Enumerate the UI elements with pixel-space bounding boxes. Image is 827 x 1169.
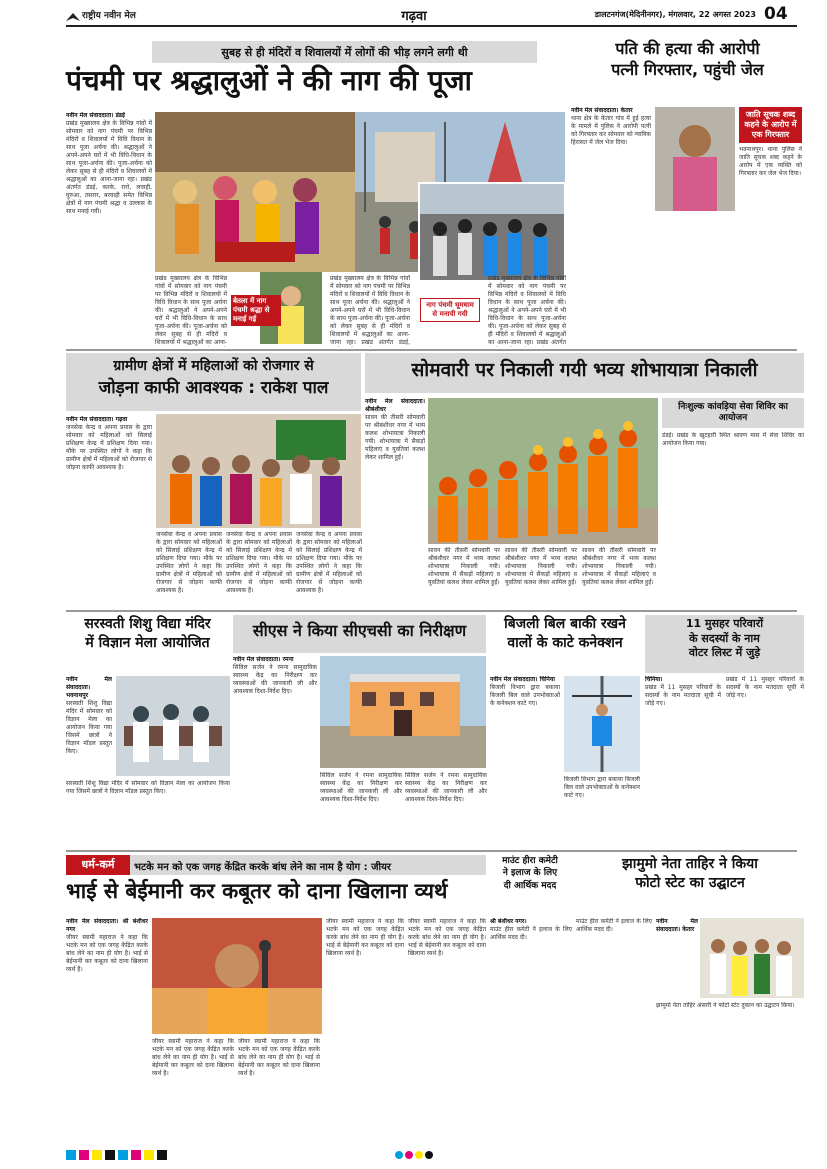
s3-col2: जनसेवा केन्द्र व अपना प्रयास के द्वारा सोमवार को महिलाओं को सिलाई प्रशिक्षण केन्द्र में प्रशिक्षण दिया गया। मौके पर उपस्थित लोगों ने कहा कि ग्रामीण क्षेत्रों में महिलाओं को रोजगार से जोड़ना काफी आवश्यक है। xyxy=(156,531,222,594)
s8-headline-box xyxy=(645,615,804,673)
s6-body: सिविल सर्जन ने रमना सामुदायिक स्वास्थ्य केंद्र का निरीक्षण कर व्यवस्थाओं की जानकारी ली और आवश्यक दिशा-निर्देश दिए। xyxy=(233,664,317,695)
s10-col1 xyxy=(490,918,572,1144)
page-number: 04 xyxy=(764,4,788,24)
s4-col2: सावन की तीसरी सोमवारी पर श्रीबंशीधर नगर में भव्य कलश शोभायात्रा निकाली गयी। शोभायात्रा में सैकड़ों महिलाएं व युवतियां कलश लेकर शामिल हुईं। xyxy=(428,547,500,586)
s2-dateline: नवीन मेल संवाददाता। केतार xyxy=(571,107,633,114)
s2-headline-1: पति की हत्या की आरोपी xyxy=(615,39,760,58)
s10-headline-2: ने इलाज के लिए xyxy=(502,868,558,879)
s2-side-box xyxy=(739,107,802,347)
s3-col1 xyxy=(66,416,152,606)
s2-photo xyxy=(655,107,735,211)
s7-col2: बिजली विभाग द्वारा बकाया बिजली बिल वाले उपभोक्ताओं के कनेक्शन काटे गए। xyxy=(564,776,640,799)
s11-dateline: नवीन मेल संवाददाता। केतार xyxy=(656,918,698,933)
s9-col4: जीयर स्वामी महाराज ने कहा कि भटके मन को एक जगह केंद्रित करके बांध लेने का नाम ही योग है। भाई से बेईमानी कर कबूतर को दाना खिलाना व्यर्थ है। xyxy=(326,918,404,957)
brand-logo-icon xyxy=(66,8,80,18)
s5-col2: सरस्वती शिशु विद्या मंदिर में सोमवार को विज्ञान मेला का आयोजन किया गया जिसमें छात्रों ने विज्ञान मॉडल प्रस्तुत किए। xyxy=(66,780,230,795)
s5-headline-box xyxy=(66,615,229,669)
s5-body: सरस्वती शिशु विद्या मंदिर में सोमवार को विज्ञान मेला का आयोजन किया गया जिसमें छात्रों ने विज्ञान मॉडल प्रस्तुत किए। xyxy=(66,700,112,755)
s4-col4: सावन की तीसरी सोमवारी पर श्रीबंशीधर नगर में भव्य कलश शोभायात्रा निकाली गयी। शोभायात्रा में सैकड़ों महिलाएं व युवतियां कलश लेकर शामिल हुईं। xyxy=(582,547,656,586)
s7-headline-2: वालों के काटे कनेक्शन xyxy=(507,634,623,651)
s10-headline-box xyxy=(490,855,570,913)
s1-col1 xyxy=(66,112,152,348)
s9-col5: जीयर स्वामी महाराज ने कहा कि भटके मन को एक जगह केंद्रित करके बांध लेने का नाम ही योग है। भाई से बेईमानी कर कबूतर को दाना खिलाना व्यर्थ है। xyxy=(408,918,486,957)
s9-dateline: नवीन मेल संवाददाता। श्री बंशीधर नगर xyxy=(66,918,148,933)
s8-body: प्रखंड में 11 मुसहर परिवारों के सदस्यों के नाम मतदाता सूची में जोड़े गए। xyxy=(645,684,721,707)
s11-photo xyxy=(700,918,804,998)
s1-photo-3 xyxy=(418,182,566,282)
s9-tag: धर्म-कर्म xyxy=(66,855,130,875)
s3-col3: जनसेवा केन्द्र व अपना प्रयास के द्वारा सोमवार को महिलाओं को सिलाई प्रशिक्षण केन्द्र में प्रशिक्षण दिया गया। मौके पर उपस्थित लोगों ने कहा कि ग्रामीण क्षेत्रों में महिलाओं को रोजगार से जोड़ना काफी आवश्यक है। xyxy=(226,531,292,594)
registration-mark-icon xyxy=(415,1151,423,1159)
s10-dateline: श्री बंशीधर नगर। xyxy=(490,918,527,925)
s8-col1 xyxy=(645,676,721,846)
s5-headline-1: सरस्वती शिशु विद्या मंदिर xyxy=(84,616,211,632)
s3-body: जनसेवा केन्द्र व अपना प्रयास के द्वारा सोमवार को महिलाओं को सिलाई प्रशिक्षण केन्द्र में प्रशिक्षण दिया गया। मौके पर उपस्थित लोगों ने कहा कि ग्रामीण क्षेत्रों में महिलाओं को रोजगार से जोड़ना काफी आवश्यक है। xyxy=(66,424,152,471)
s7-dateline: नवीन मेल संवाददाता। चिनिया xyxy=(490,676,555,683)
s2-side-title: जाति सूचक शब्द कहने के आरोप में एक गिरफ्तार xyxy=(739,107,802,143)
s4-headline-box xyxy=(365,353,804,393)
s2-headline-2: पत्नी गिरफ्तार, पहुंची जेल xyxy=(611,59,764,79)
s2-body: थाना क्षेत्र के केतार गांव में हुई हत्या के मामले में पुलिस ने आरोपी पत्नी को गिरफ्तार कर सोमवार को न्यायिक हिरासत में जेल भेज दिया। xyxy=(571,115,651,146)
s1-kicker: सुबह से ही मंदिरों व शिवालयों में लोगों की भीड़ लगने लगी थी xyxy=(221,46,468,59)
s7-headline-1: बिजली बिल बाकी रखने xyxy=(504,616,626,632)
s5-photo xyxy=(116,676,230,776)
s8-dateline: चिनिया। xyxy=(645,676,663,683)
s3-headline-1: ग्रामीण क्षेत्रों में महिलाओं को रोजगार से xyxy=(113,358,314,374)
s3-headline-box xyxy=(66,353,361,411)
s4-headline: सोमवारी पर निकाली गयी भव्य शोभायात्रा निकाली xyxy=(411,359,758,381)
s6-col3: सिविल सर्जन ने रमना सामुदायिक स्वास्थ्य केंद्र का निरीक्षण कर व्यवस्थाओं की जानकारी ली और आवश्यक दिशा-निर्देश दिए। xyxy=(405,772,487,803)
s1-col4: प्रखंड मुख्यालय क्षेत्र के विभिन्न गांवों में सोमवार को नाग पंचमी पर विभिन्न मंदिरों व शिवालयों में विधि विधान के साथ पूजा अर्चना की। श्रद्धालुओं ने अपने-अपने घरों में भी विधि-विधान के साथ पूजा-अर्चना की। पूजा-अर्चना को लेकर सुबह से ही मंदिरों व शिवालयों में श्रद्धालुओं का आना-जाना रहा। प्रखंड अंतर्गत डंडई, xyxy=(330,275,410,346)
s3-col4: जनसेवा केन्द्र व अपना प्रयास के द्वारा सोमवार को महिलाओं को सिलाई प्रशिक्षण केन्द्र में प्रशिक्षण दिया गया। मौके पर उपस्थित लोगों ने कहा कि ग्रामीण क्षेत्रों में महिलाओं को रोजगार से जोड़ना काफी आवश्यक है। xyxy=(296,531,362,594)
s4-col1 xyxy=(365,398,425,544)
s6-col2: सिविल सर्जन ने रमना सामुदायिक स्वास्थ्य केंद्र का निरीक्षण कर व्यवस्थाओं की जानकारी ली और आवश्यक दिशा-निर्देश दिए। xyxy=(320,772,402,803)
s4-col3: सावन की तीसरी सोमवारी पर श्रीबंशीधर नगर में भव्य कलश शोभायात्रा निकाली गयी। शोभायात्रा में सैकड़ों महिलाएं व युवतियां कलश लेकर शामिल हुईं। xyxy=(505,547,577,586)
registration-mark-icon xyxy=(405,1151,413,1159)
s8-headline-3: वोटर लिस्ट में जुड़े xyxy=(688,646,761,660)
s6-headline: सीएस ने किया सीएचसी का निरीक्षण xyxy=(252,621,467,640)
s4-side-body: डंडई। प्रखंड के खुटहारी स्थित श्रावण मास में सेवा शिविर का आयोजन किया गया। xyxy=(662,432,804,447)
s7-body: बिजली विभाग द्वारा बकाया बिजली बिल वाले उपभोक्ताओं के कनेक्शन काटे गए। xyxy=(490,684,560,707)
s1-col2: प्रखंड मुख्यालय क्षेत्र के विभिन्न गांवों में सोमवार को नाग पंचमी पर विभिन्न मंदिरों व शिवालयों में विधि विधान के साथ पूजा अर्चना की। श्रद्धालुओं ने अपने-अपने घरों में भी विधि-विधान के साथ पूजा-अर्चना की। पूजा-अर्चना को लेकर सुबह से ही मंदिरों व शिवालयों में श्रद्धालुओं का आना- xyxy=(155,275,227,346)
s10-headline-3: दी आर्थिक मदद xyxy=(503,880,557,891)
s10-col2: माउंट हीरा कमेटी ने इलाज के लिए आर्थिक मदद दी। xyxy=(576,918,652,933)
s1-photo-caption-2: नाग पंचमी धूमधाम से मनायी गयी xyxy=(420,298,480,322)
s8-col2: प्रखंड में 11 मुसहर परिवारों के सदस्यों के नाम मतदाता सूची में जोड़े गए। xyxy=(726,676,804,699)
s3-dateline: नवीन मेल संवाददाता। गढ़वा xyxy=(66,416,128,423)
s3-headline-2: जोड़ना काफी आवश्यक : राकेश पाल xyxy=(98,377,329,398)
s10-body: माउंट हीरा कमेटी ने इलाज के लिए आर्थिक मदद दी। xyxy=(490,926,572,941)
s6-col1 xyxy=(233,656,317,846)
s3-photo xyxy=(156,414,361,528)
s9-photo xyxy=(152,918,322,1034)
s2-col1 xyxy=(571,107,651,347)
s9-col1 xyxy=(66,918,148,1144)
s1-photo-caption-1: बेतला में नाग पंचमी श्रद्धा से मनाई गई xyxy=(231,295,281,326)
s5-dateline: नवीन मेल संवाददाता। भवनाथपुर xyxy=(66,676,112,699)
s11-col2: झामुमो नेता ताहिर अंसारी ने फोटो स्टेट दुकान का उद्घाटन किया। xyxy=(656,1002,795,1009)
s4-dateline: नवीन मेल संवाददाता। श्रीबंशीधर xyxy=(365,398,425,413)
s7-photo xyxy=(564,676,640,772)
s9-kicker: भटके मन को एक जगह केंद्रित करके बांध लेने का नाम है योग : जीयर xyxy=(134,862,391,873)
s4-photo xyxy=(428,398,658,544)
s7-col1 xyxy=(490,676,560,846)
s11-col1 xyxy=(656,918,698,998)
s9-col3: जीयर स्वामी महाराज ने कहा कि भटके मन को एक जगह केंद्रित करके बांध लेने का नाम ही योग है। भाई से बेईमानी कर कबूतर को दाना खिलाना व्यर्थ है। xyxy=(238,1038,320,1077)
s1-col5: प्रखंड मुख्यालय क्षेत्र के विभिन्न गांवों में सोमवार को नाग पंचमी पर विभिन्न मंदिरों व शिवालयों में विधि विधान के साथ पूजा अर्चना की। श्रद्धालुओं ने अपने-अपने घरों में भी विधि-विधान के साथ पूजा-अर्चना की। पूजा-अर्चना को लेकर सुबह से ही मंदिरों व शिवालयों में श्रद्धालुओं का आना-जाना रहा। प्रखंड अंतर्गत xyxy=(488,275,566,346)
s10-headline-1: माउंट हीरा कमेटी xyxy=(502,856,558,866)
s9-col2: जीयर स्वामी महाराज ने कहा कि भटके मन को एक जगह केंद्रित करके बांध लेने का नाम ही योग है। भाई से बेईमानी कर कबूतर को दाना खिलाना व्यर्थ है। xyxy=(152,1038,234,1077)
s6-dateline: नवीन मेल संवाददाता। रमना xyxy=(233,656,294,663)
masthead-district: गढ़वा xyxy=(401,9,427,24)
registration-mark-icon xyxy=(425,1151,433,1159)
s5-headline-2: में विज्ञान मेला आयोजित xyxy=(85,634,210,651)
s9-headline: भाई से बेईमानी कर कबूतर को दाना खिलाना व्यर्थ xyxy=(66,879,448,903)
s11-headline-1: झामुमो नेता ताहिर ने किया xyxy=(622,856,758,872)
registration-mark-icon xyxy=(395,1151,403,1159)
s2-headline-box xyxy=(571,37,804,103)
s11-headline-2: फोटो स्टेट का उद्घाटन xyxy=(635,874,745,891)
s2-side-body: भवनाथपुर। थाना पुलिस ने जाति सूचक शब्द कहने के आरोप में एक व्यक्ति को गिरफ्तार कर जेल भेज दिया। xyxy=(739,146,802,177)
s7-headline-box xyxy=(490,615,640,673)
s1-photo-1 xyxy=(155,112,355,272)
s6-photo xyxy=(320,656,486,768)
s6-headline-box xyxy=(233,615,486,653)
masthead-date: डालटनगंज(मेदिनीनगर), मंगलवार, 22 अगस्त 2023 xyxy=(594,10,756,19)
s8-headline-1: 11 मुसहर परिवारों xyxy=(685,617,764,630)
s4-side-box xyxy=(662,398,804,608)
s4-side-title: निःशुल्क कांवड़िया सेवा शिविर का आयोजन xyxy=(662,398,804,428)
s1-body: प्रखंड मुख्यालय क्षेत्र के विभिन्न गांवों में सोमवार को नाग पंचमी पर विभिन्न मंदिरों व शिवालयों में विधि विधान के साथ पूजा अर्चना की। श्रद्धालुओं ने अपने-अपने घरों में भी विधि-विधान के साथ पूजा-अर्चना की। पूजा-अर्चना को लेकर सुबह से ही मंदिरों व शिवालयों में श्रद्धालुओं का आना-जाना रहा। प्रखंड अंतर्गत डंडई, करके, रारो, लवाही, घुरुआ, तसरार, बरवाही समेत विभिन्न क्षेत्रों में नाग पंचमी श्रद्धा व उल्लास के साथ मनाई गयी। xyxy=(66,120,152,215)
s8-headline-2: के सदस्यों के नाम xyxy=(689,631,760,645)
masthead xyxy=(0,0,827,36)
s1-headline: पंचमी पर श्रद्धालुओं ने की नाग की पूजा xyxy=(66,64,472,97)
s4-body: सावन की तीसरी सोमवारी पर श्रीबंशीधर नगर में भव्य कलश शोभायात्रा निकाली गयी। शोभायात्रा में सैकड़ों महिलाएं व युवतियां कलश लेकर शामिल हुईं। xyxy=(365,414,425,461)
s1-dateline: नवीन मेल संवाददाता। डंडई xyxy=(66,112,125,119)
masthead-brand: राष्ट्रीय नवीन मेल xyxy=(82,11,136,21)
s11-headline-box xyxy=(576,855,804,911)
s9-body: जीयर स्वामी महाराज ने कहा कि भटके मन को एक जगह केंद्रित करके बांध लेने का नाम ही योग है। भाई से बेईमानी कर कबूतर को दाना खिलाना व्यर्थ है। xyxy=(66,934,148,973)
